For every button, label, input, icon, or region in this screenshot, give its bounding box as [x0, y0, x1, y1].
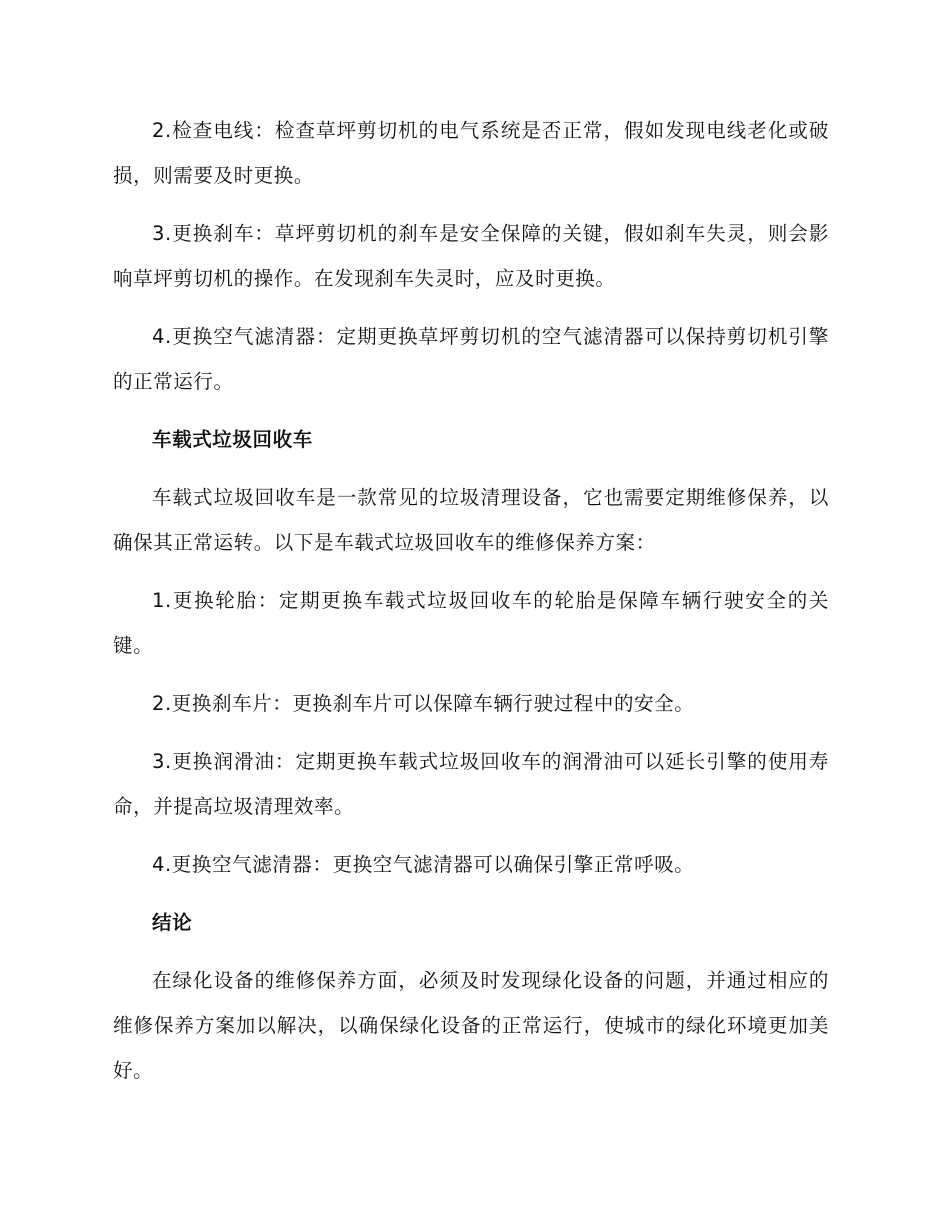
section-heading-conclusion: 结论: [152, 911, 193, 934]
paragraph-replace-lubricant: 3.更换润滑油：定期更换车载式垃圾回收车的润滑油可以延长引擎的使用寿命，并提高垃圾清理效率。: [113, 750, 829, 818]
paragraph-conclusion: 在绿化设备的维修保养方面，必须及时发现绿化设备的问题，并通过相应的维修保养方案加以解决，以确保绿化设备的正常运行，使城市的绿化环境更加美好。: [113, 969, 829, 1082]
paragraph-replace-brake: 3.更换刹车：草坪剪切机的刹车是安全保障的关键，假如刹车失灵，则会影响草坪剪切机的操作。在发现刹车失灵时，应及时更换。: [113, 222, 829, 290]
paragraph-garbage-truck-intro: 车载式垃圾回收车是一款常见的垃圾清理设备，它也需要定期维修保养，以确保其正常运转。以下是车载式垃圾回收车的维修保养方案：: [113, 486, 829, 554]
section-heading-garbage-truck: 车载式垃圾回收车: [152, 428, 313, 451]
paragraph-replace-air-filter-truck: 4.更换空气滤清器：更换空气滤清器可以确保引擎正常呼吸。: [152, 853, 695, 876]
paragraph-replace-tires: 1.更换轮胎：定期更换车载式垃圾回收车的轮胎是保障车辆行驶安全的关键。: [113, 589, 829, 657]
paragraph-replace-brake-pads: 2.更换刹车片：更换刹车片可以保障车辆行驶过程中的安全。: [152, 692, 695, 715]
document-page: [113, 108, 829, 1106]
paragraph-check-wires: 2.检查电线：检查草坪剪切机的电气系统是否正常，假如发现电线老化或破损，则需要及时更换。: [113, 119, 829, 187]
paragraph-replace-air-filter: 4.更换空气滤清器：定期更换草坪剪切机的空气滤清器可以保持剪切机引擎的正常运行。: [113, 325, 829, 393]
